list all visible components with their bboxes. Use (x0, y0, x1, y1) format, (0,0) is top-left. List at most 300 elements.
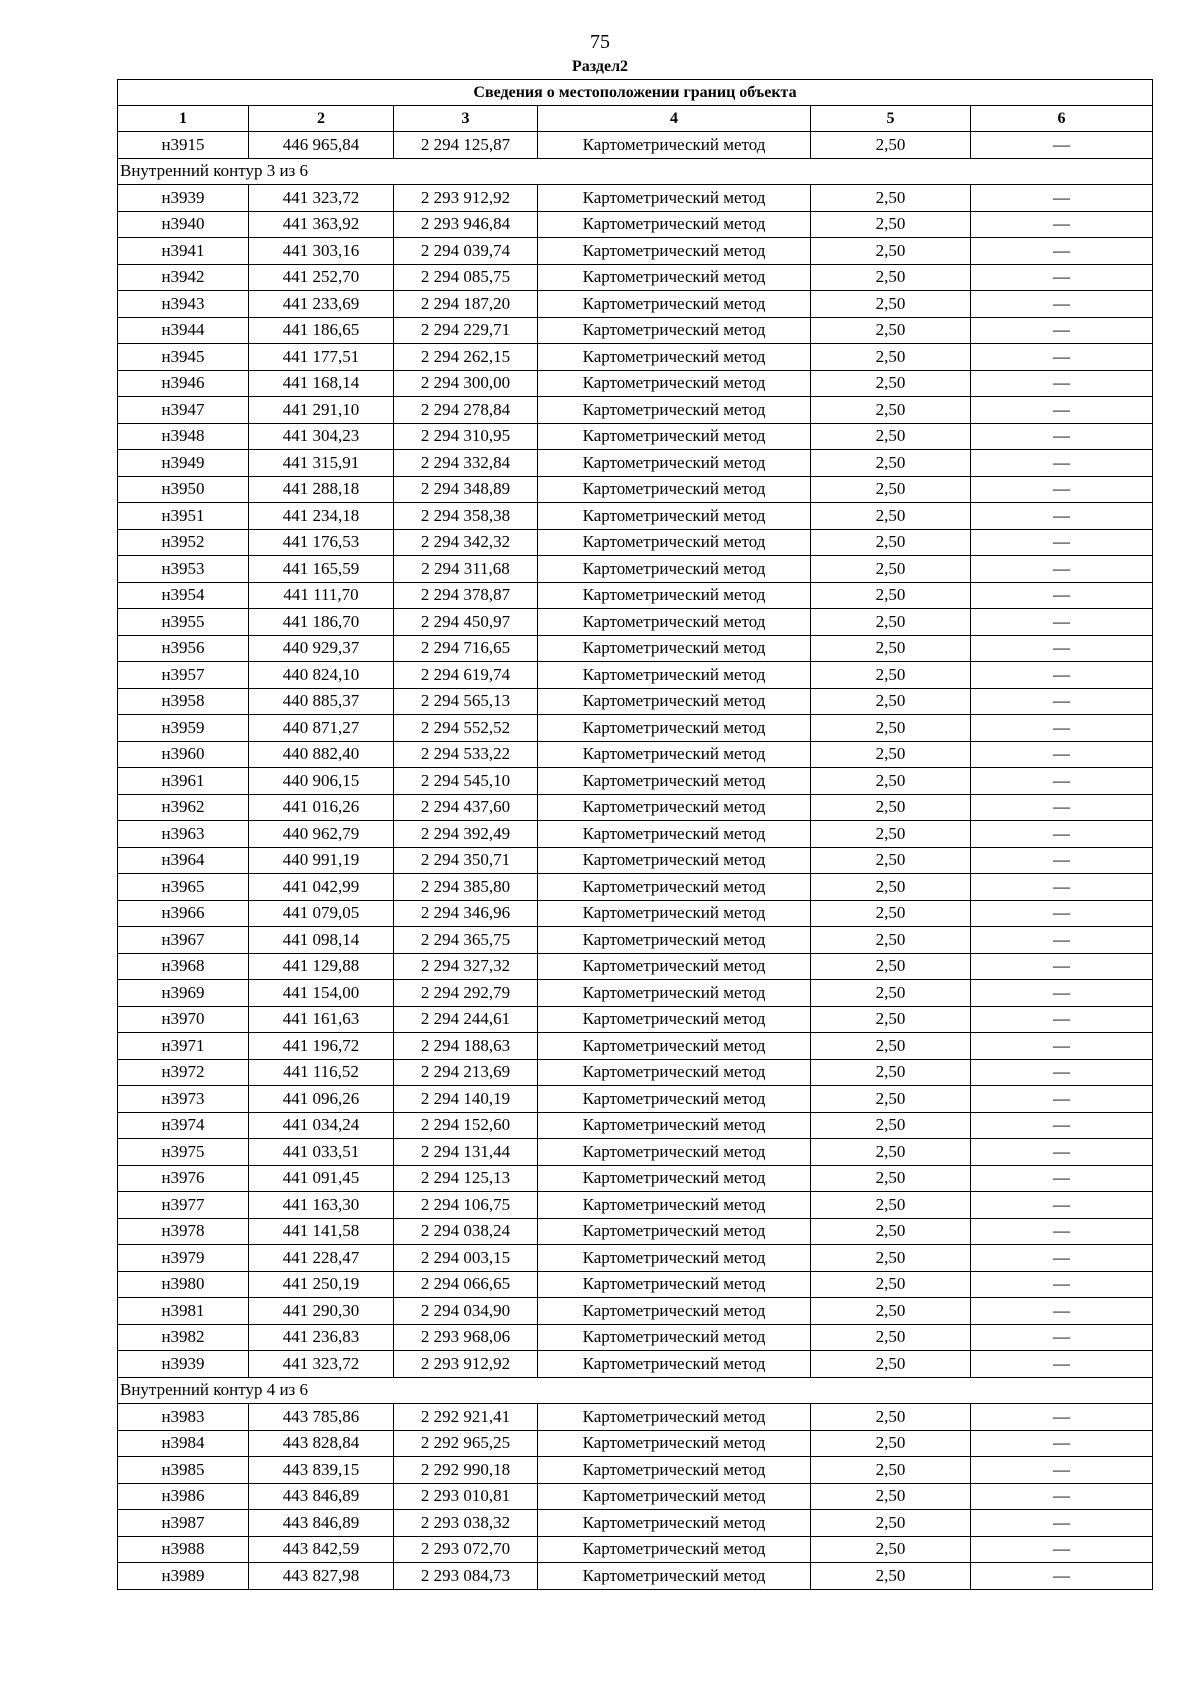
point-id-cell: н3939 (118, 1351, 249, 1378)
x-coordinate-cell: 441 196,72 (249, 1033, 394, 1060)
y-coordinate-cell: 2 292 921,41 (394, 1404, 538, 1431)
note-cell: — (971, 397, 1153, 424)
accuracy-cell: 2,50 (811, 1457, 971, 1484)
x-coordinate-cell: 441 288,18 (249, 476, 394, 503)
note-cell: — (971, 688, 1153, 715)
x-coordinate-cell: 441 291,10 (249, 397, 394, 424)
point-id-cell: н3977 (118, 1192, 249, 1219)
point-id-cell: н3976 (118, 1165, 249, 1192)
method-cell: Картометрический метод (538, 450, 811, 477)
accuracy-cell: 2,50 (811, 609, 971, 636)
accuracy-cell: 2,50 (811, 1324, 971, 1351)
method-cell: Картометрический метод (538, 582, 811, 609)
note-cell: — (971, 635, 1153, 662)
table-body (118, 132, 1153, 1590)
accuracy-cell: 2,50 (811, 397, 971, 424)
column-number: 5 (811, 106, 971, 132)
x-coordinate-cell: 441 323,72 (249, 185, 394, 212)
x-coordinate-cell: 443 827,98 (249, 1563, 394, 1590)
y-coordinate-cell: 2 294 619,74 (394, 662, 538, 689)
note-cell: — (971, 953, 1153, 980)
y-coordinate-cell: 2 294 358,38 (394, 503, 538, 530)
method-cell: Картометрический метод (538, 1298, 811, 1325)
y-coordinate-cell: 2 294 038,24 (394, 1218, 538, 1245)
method-cell: Картометрический метод (538, 794, 811, 821)
note-cell: — (971, 1430, 1153, 1457)
note-cell: — (971, 476, 1153, 503)
table-row (118, 238, 1153, 265)
accuracy-cell: 2,50 (811, 715, 971, 742)
note-cell: — (971, 1086, 1153, 1113)
method-cell: Картометрический метод (538, 1192, 811, 1219)
x-coordinate-cell: 441 234,18 (249, 503, 394, 530)
y-coordinate-cell: 2 294 565,13 (394, 688, 538, 715)
note-cell: — (971, 503, 1153, 530)
x-coordinate-cell: 441 290,30 (249, 1298, 394, 1325)
x-coordinate-cell: 441 228,47 (249, 1245, 394, 1272)
note-cell: — (971, 211, 1153, 238)
x-coordinate-cell: 440 929,37 (249, 635, 394, 662)
table-row (118, 953, 1153, 980)
table-row (118, 450, 1153, 477)
method-cell: Картометрический метод (538, 1351, 811, 1378)
table-row (118, 132, 1153, 159)
y-coordinate-cell: 2 294 106,75 (394, 1192, 538, 1219)
method-cell: Картометрический метод (538, 1430, 811, 1457)
point-id-cell: н3945 (118, 344, 249, 371)
point-id-cell: н3951 (118, 503, 249, 530)
method-cell: Картометрический метод (538, 874, 811, 901)
table-row (118, 344, 1153, 371)
accuracy-cell: 2,50 (811, 450, 971, 477)
point-id-cell: н3989 (118, 1563, 249, 1590)
y-coordinate-cell: 2 294 244,61 (394, 1006, 538, 1033)
x-coordinate-cell: 441 034,24 (249, 1112, 394, 1139)
table-row (118, 741, 1153, 768)
table-row (118, 821, 1153, 848)
x-coordinate-cell: 443 839,15 (249, 1457, 394, 1484)
x-coordinate-cell: 441 161,63 (249, 1006, 394, 1033)
table-row (118, 1165, 1153, 1192)
note-cell: — (971, 794, 1153, 821)
point-id-cell: н3973 (118, 1086, 249, 1113)
accuracy-cell: 2,50 (811, 264, 971, 291)
note-cell: — (971, 582, 1153, 609)
method-cell: Картометрический метод (538, 1483, 811, 1510)
method-cell: Картометрический метод (538, 370, 811, 397)
note-cell: — (971, 1510, 1153, 1537)
point-id-cell: н3986 (118, 1483, 249, 1510)
note-cell: — (971, 450, 1153, 477)
method-cell: Картометрический метод (538, 1245, 811, 1272)
table-row (118, 1006, 1153, 1033)
method-cell: Картометрический метод (538, 1033, 811, 1060)
accuracy-cell: 2,50 (811, 635, 971, 662)
point-id-cell: н3981 (118, 1298, 249, 1325)
note-cell: — (971, 1192, 1153, 1219)
note-cell: — (971, 741, 1153, 768)
point-id-cell: н3961 (118, 768, 249, 795)
table-row (118, 582, 1153, 609)
x-coordinate-cell: 441 323,72 (249, 1351, 394, 1378)
method-cell: Картометрический метод (538, 211, 811, 238)
point-id-cell: н3960 (118, 741, 249, 768)
accuracy-cell: 2,50 (811, 741, 971, 768)
x-coordinate-cell: 441 252,70 (249, 264, 394, 291)
note-cell: — (971, 980, 1153, 1007)
point-id-cell: н3955 (118, 609, 249, 636)
method-cell: Картометрический метод (538, 1536, 811, 1563)
note-cell: — (971, 1033, 1153, 1060)
x-coordinate-cell: 443 785,86 (249, 1404, 394, 1431)
accuracy-cell: 2,50 (811, 529, 971, 556)
note-cell: — (971, 1457, 1153, 1484)
method-cell: Картометрический метод (538, 980, 811, 1007)
y-coordinate-cell: 2 294 003,15 (394, 1245, 538, 1272)
method-cell: Картометрический метод (538, 1218, 811, 1245)
x-coordinate-cell: 441 129,88 (249, 953, 394, 980)
y-coordinate-cell: 2 293 072,70 (394, 1536, 538, 1563)
table-row (118, 1510, 1153, 1537)
x-coordinate-cell: 441 363,92 (249, 211, 394, 238)
method-cell: Картометрический метод (538, 132, 811, 159)
x-coordinate-cell: 441 096,26 (249, 1086, 394, 1113)
accuracy-cell: 2,50 (811, 291, 971, 318)
accuracy-cell: 2,50 (811, 1430, 971, 1457)
x-coordinate-cell: 441 042,99 (249, 874, 394, 901)
y-coordinate-cell: 2 294 152,60 (394, 1112, 538, 1139)
accuracy-cell: 2,50 (811, 1139, 971, 1166)
note-cell: — (971, 344, 1153, 371)
point-id-cell: н3954 (118, 582, 249, 609)
x-coordinate-cell: 440 824,10 (249, 662, 394, 689)
x-coordinate-cell: 440 991,19 (249, 847, 394, 874)
accuracy-cell: 2,50 (811, 953, 971, 980)
table-row (118, 529, 1153, 556)
note-cell: — (971, 609, 1153, 636)
accuracy-cell: 2,50 (811, 1404, 971, 1431)
point-id-cell: н3987 (118, 1510, 249, 1537)
table-row (118, 317, 1153, 344)
accuracy-cell: 2,50 (811, 1059, 971, 1086)
method-cell: Картометрический метод (538, 476, 811, 503)
table-row (118, 370, 1153, 397)
accuracy-cell: 2,50 (811, 900, 971, 927)
point-id-cell: н3975 (118, 1139, 249, 1166)
contour-label: Внутренний контур 4 из 6 (118, 1377, 1153, 1404)
y-coordinate-cell: 2 294 034,90 (394, 1298, 538, 1325)
point-id-cell: н3950 (118, 476, 249, 503)
accuracy-cell: 2,50 (811, 344, 971, 371)
note-cell: — (971, 1536, 1153, 1563)
point-id-cell: н3984 (118, 1430, 249, 1457)
method-cell: Картометрический метод (538, 1324, 811, 1351)
table-row (118, 503, 1153, 530)
x-coordinate-cell: 441 177,51 (249, 344, 394, 371)
point-id-cell: н3959 (118, 715, 249, 742)
point-id-cell: н3948 (118, 423, 249, 450)
method-cell: Картометрический метод (538, 423, 811, 450)
table-row (118, 1351, 1153, 1378)
y-coordinate-cell: 2 294 292,79 (394, 980, 538, 1007)
table-row (118, 1112, 1153, 1139)
point-id-cell: н3967 (118, 927, 249, 954)
method-cell: Картометрический метод (538, 900, 811, 927)
table-row (118, 476, 1153, 503)
accuracy-cell: 2,50 (811, 211, 971, 238)
note-cell: — (971, 1483, 1153, 1510)
point-id-cell: н3978 (118, 1218, 249, 1245)
point-id-cell: н3941 (118, 238, 249, 265)
x-coordinate-cell: 443 842,59 (249, 1536, 394, 1563)
x-coordinate-cell: 441 304,23 (249, 423, 394, 450)
method-cell: Картометрический метод (538, 609, 811, 636)
x-coordinate-cell: 441 098,14 (249, 927, 394, 954)
accuracy-cell: 2,50 (811, 794, 971, 821)
y-coordinate-cell: 2 294 346,96 (394, 900, 538, 927)
point-id-cell: н3966 (118, 900, 249, 927)
page-number: 75 (590, 31, 610, 53)
x-coordinate-cell: 441 303,16 (249, 238, 394, 265)
table-row (118, 1483, 1153, 1510)
accuracy-cell: 2,50 (811, 1510, 971, 1537)
point-id-cell: н3979 (118, 1245, 249, 1272)
y-coordinate-cell: 2 294 229,71 (394, 317, 538, 344)
point-id-cell: н3958 (118, 688, 249, 715)
table-row (118, 794, 1153, 821)
y-coordinate-cell: 2 294 125,87 (394, 132, 538, 159)
note-cell: — (971, 423, 1153, 450)
note-cell: — (971, 874, 1153, 901)
y-coordinate-cell: 2 294 716,65 (394, 635, 538, 662)
point-id-cell: н3963 (118, 821, 249, 848)
y-coordinate-cell: 2 293 968,06 (394, 1324, 538, 1351)
table-row (118, 635, 1153, 662)
point-id-cell: н3953 (118, 556, 249, 583)
y-coordinate-cell: 2 294 125,13 (394, 1165, 538, 1192)
y-coordinate-cell: 2 294 332,84 (394, 450, 538, 477)
note-cell: — (971, 370, 1153, 397)
point-id-cell: н3915 (118, 132, 249, 159)
table-row (118, 1563, 1153, 1590)
table-row (118, 291, 1153, 318)
y-coordinate-cell: 2 294 140,19 (394, 1086, 538, 1113)
method-cell: Картометрический метод (538, 1139, 811, 1166)
accuracy-cell: 2,50 (811, 423, 971, 450)
x-coordinate-cell: 446 965,84 (249, 132, 394, 159)
note-cell: — (971, 1006, 1153, 1033)
y-coordinate-cell: 2 293 038,32 (394, 1510, 538, 1537)
note-cell: — (971, 1351, 1153, 1378)
column-number-row (118, 106, 1153, 132)
method-cell: Картометрический метод (538, 1006, 811, 1033)
note-cell: — (971, 1298, 1153, 1325)
point-id-cell: н3949 (118, 450, 249, 477)
x-coordinate-cell: 443 828,84 (249, 1430, 394, 1457)
point-id-cell: н3946 (118, 370, 249, 397)
note-cell: — (971, 529, 1153, 556)
note-cell: — (971, 264, 1153, 291)
table-row (118, 185, 1153, 212)
y-coordinate-cell: 2 294 437,60 (394, 794, 538, 821)
note-cell: — (971, 1165, 1153, 1192)
method-cell: Картометрический метод (538, 344, 811, 371)
table-row (118, 662, 1153, 689)
point-id-cell: н3942 (118, 264, 249, 291)
y-coordinate-cell: 2 294 350,71 (394, 847, 538, 874)
note-cell: — (971, 1404, 1153, 1431)
y-coordinate-cell: 2 293 010,81 (394, 1483, 538, 1510)
note-cell: — (971, 317, 1153, 344)
x-coordinate-cell: 441 186,70 (249, 609, 394, 636)
note-cell: — (971, 1324, 1153, 1351)
y-coordinate-cell: 2 294 085,75 (394, 264, 538, 291)
point-id-cell: н3940 (118, 211, 249, 238)
point-id-cell: н3939 (118, 185, 249, 212)
column-number: 1 (118, 106, 249, 132)
method-cell: Картометрический метод (538, 238, 811, 265)
accuracy-cell: 2,50 (811, 1006, 971, 1033)
table-row (118, 900, 1153, 927)
point-id-cell: н3971 (118, 1033, 249, 1060)
table-row (118, 768, 1153, 795)
x-coordinate-cell: 441 141,58 (249, 1218, 394, 1245)
y-coordinate-cell: 2 294 378,87 (394, 582, 538, 609)
accuracy-cell: 2,50 (811, 1271, 971, 1298)
accuracy-cell: 2,50 (811, 317, 971, 344)
point-id-cell: н3983 (118, 1404, 249, 1431)
accuracy-cell: 2,50 (811, 847, 971, 874)
point-id-cell: н3980 (118, 1271, 249, 1298)
point-id-cell: н3965 (118, 874, 249, 901)
y-coordinate-cell: 2 294 545,10 (394, 768, 538, 795)
table-row (118, 1324, 1153, 1351)
point-id-cell: н3974 (118, 1112, 249, 1139)
column-number: 4 (538, 106, 811, 132)
note-cell: — (971, 556, 1153, 583)
point-id-cell: н3956 (118, 635, 249, 662)
y-coordinate-cell: 2 294 385,80 (394, 874, 538, 901)
y-coordinate-cell: 2 294 327,32 (394, 953, 538, 980)
x-coordinate-cell: 441 163,30 (249, 1192, 394, 1219)
note-cell: — (971, 132, 1153, 159)
contour-header-row (118, 158, 1153, 185)
table-row (118, 1139, 1153, 1166)
method-cell: Картометрический метод (538, 264, 811, 291)
method-cell: Картометрический метод (538, 635, 811, 662)
table-caption: Сведения о местоположении границ объекта (118, 80, 1153, 106)
table-row (118, 556, 1153, 583)
x-coordinate-cell: 440 962,79 (249, 821, 394, 848)
accuracy-cell: 2,50 (811, 1483, 971, 1510)
accuracy-cell: 2,50 (811, 1033, 971, 1060)
x-coordinate-cell: 441 091,45 (249, 1165, 394, 1192)
y-coordinate-cell: 2 293 912,92 (394, 185, 538, 212)
accuracy-cell: 2,50 (811, 874, 971, 901)
point-id-cell: н3985 (118, 1457, 249, 1484)
method-cell: Картометрический метод (538, 185, 811, 212)
accuracy-cell: 2,50 (811, 768, 971, 795)
table-row (118, 1404, 1153, 1431)
y-coordinate-cell: 2 294 066,65 (394, 1271, 538, 1298)
x-coordinate-cell: 441 033,51 (249, 1139, 394, 1166)
method-cell: Картометрический метод (538, 397, 811, 424)
method-cell: Картометрический метод (538, 821, 811, 848)
point-id-cell: н3952 (118, 529, 249, 556)
method-cell: Картометрический метод (538, 953, 811, 980)
y-coordinate-cell: 2 294 187,20 (394, 291, 538, 318)
accuracy-cell: 2,50 (811, 370, 971, 397)
y-coordinate-cell: 2 292 990,18 (394, 1457, 538, 1484)
accuracy-cell: 2,50 (811, 1165, 971, 1192)
note-cell: — (971, 1059, 1153, 1086)
x-coordinate-cell: 441 165,59 (249, 556, 394, 583)
note-cell: — (971, 291, 1153, 318)
x-coordinate-cell: 441 233,69 (249, 291, 394, 318)
point-id-cell: н3988 (118, 1536, 249, 1563)
x-coordinate-cell: 440 871,27 (249, 715, 394, 742)
y-coordinate-cell: 2 294 039,74 (394, 238, 538, 265)
method-cell: Картометрический метод (538, 1086, 811, 1113)
y-coordinate-cell: 2 294 365,75 (394, 927, 538, 954)
accuracy-cell: 2,50 (811, 503, 971, 530)
note-cell: — (971, 1245, 1153, 1272)
note-cell: — (971, 1112, 1153, 1139)
accuracy-cell: 2,50 (811, 1298, 971, 1325)
table-row (118, 1457, 1153, 1484)
contour-header-row (118, 1377, 1153, 1404)
table-row (118, 1536, 1153, 1563)
accuracy-cell: 2,50 (811, 476, 971, 503)
method-cell: Картометрический метод (538, 1059, 811, 1086)
accuracy-cell: 2,50 (811, 1351, 971, 1378)
method-cell: Картометрический метод (538, 1165, 811, 1192)
table-row (118, 423, 1153, 450)
y-coordinate-cell: 2 293 084,73 (394, 1563, 538, 1590)
point-id-cell: н3968 (118, 953, 249, 980)
point-id-cell: н3943 (118, 291, 249, 318)
x-coordinate-cell: 441 111,70 (249, 582, 394, 609)
y-coordinate-cell: 2 294 311,68 (394, 556, 538, 583)
table-row (118, 715, 1153, 742)
accuracy-cell: 2,50 (811, 185, 971, 212)
accuracy-cell: 2,50 (811, 927, 971, 954)
accuracy-cell: 2,50 (811, 132, 971, 159)
column-number: 6 (971, 106, 1153, 132)
accuracy-cell: 2,50 (811, 821, 971, 848)
table-row (118, 1430, 1153, 1457)
note-cell: — (971, 1563, 1153, 1590)
y-coordinate-cell: 2 294 533,22 (394, 741, 538, 768)
note-cell: — (971, 185, 1153, 212)
note-cell: — (971, 821, 1153, 848)
x-coordinate-cell: 441 168,14 (249, 370, 394, 397)
method-cell: Картометрический метод (538, 1457, 811, 1484)
x-coordinate-cell: 441 079,05 (249, 900, 394, 927)
x-coordinate-cell: 441 016,26 (249, 794, 394, 821)
table-row (118, 1033, 1153, 1060)
note-cell: — (971, 847, 1153, 874)
note-cell: — (971, 927, 1153, 954)
method-cell: Картометрический метод (538, 1510, 811, 1537)
point-id-cell: н3947 (118, 397, 249, 424)
accuracy-cell: 2,50 (811, 1086, 971, 1113)
accuracy-cell: 2,50 (811, 688, 971, 715)
x-coordinate-cell: 441 116,52 (249, 1059, 394, 1086)
table-row (118, 1086, 1153, 1113)
method-cell: Картометрический метод (538, 529, 811, 556)
method-cell: Картометрический метод (538, 662, 811, 689)
